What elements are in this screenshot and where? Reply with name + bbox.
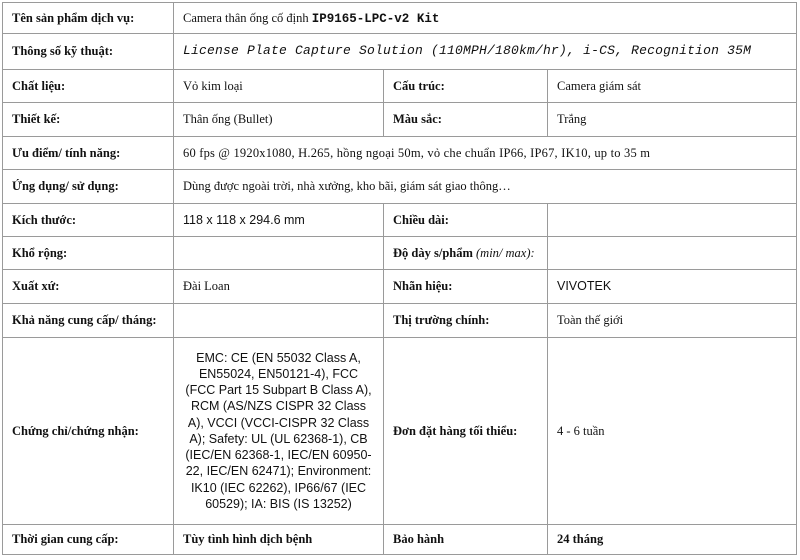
cert-line: EN55024, EN50121-4), FCC	[198, 366, 359, 381]
color-label: Màu sắc:	[384, 103, 548, 136]
warranty-label: Bảo hành	[384, 524, 548, 554]
row-material	[3, 69, 797, 102]
length-label: Chiều dài:	[384, 203, 548, 236]
row-specs	[3, 34, 797, 69]
certification-value	[174, 338, 384, 524]
origin-label: Xuất xứ:	[3, 270, 174, 303]
specs-label: Thông số kỹ thuật:	[3, 34, 174, 69]
supply-value	[174, 303, 384, 337]
min-order-label: Đơn đặt hàng tối thiểu:	[384, 338, 548, 524]
color-value: Trắng	[548, 103, 797, 136]
product-spec-table	[2, 2, 797, 555]
market-label: Thị trường chính:	[384, 303, 548, 337]
product-name-label: Tên sản phẩm dịch vụ:	[3, 3, 174, 34]
brand-label: Nhãn hiệu:	[384, 270, 548, 303]
cert-line: 22, IEC/EN 62471); Environment:	[185, 464, 372, 479]
row-delivery	[3, 524, 797, 554]
delivery-label: Thời gian cung cấp:	[3, 524, 174, 554]
features-value: 60 fps @ 1920x1080, H.265, hồng ngoại 50m, vỏ che chuẩn IP66, IP67, IK10, up to 35 m	[174, 136, 797, 169]
origin-value: Đài Loan	[174, 270, 384, 303]
thickness-value	[548, 236, 797, 269]
cert-line: A); Safety: UL (UL 62368-1), CB	[189, 431, 368, 446]
specs-value: License Plate Capture Solution (110MPH/180km/hr), i-CS, Recognition 35M	[174, 34, 797, 69]
cert-line: A), VCCI (VCCI-CISPR 32 Class	[187, 415, 370, 430]
thickness-label-text: Độ dày s/phẩm	[393, 246, 477, 261]
features-label: Ưu điểm/ tính năng:	[3, 136, 174, 169]
row-product-name	[3, 3, 797, 34]
width-value	[174, 236, 384, 269]
design-value: Thân ống (Bullet)	[174, 103, 384, 136]
length-value	[548, 203, 797, 236]
cert-line: RCM (AS/NZS CISPR 32 Class	[190, 399, 367, 414]
product-model: IP9165-LPC-v2 Kit	[311, 11, 440, 26]
supply-label: Khả năng cung cấp/ tháng:	[3, 303, 174, 337]
delivery-value: Tùy tình hình dịch bệnh	[174, 524, 384, 554]
product-name-prefix: Camera thân ống cố định	[183, 10, 312, 25]
usage-value: Dùng được ngoài trời, nhà xưởng, kho bãi, giám sát giao thông…	[174, 170, 797, 203]
row-design	[3, 103, 797, 136]
cert-line: EMC: CE (EN 55032 Class A,	[196, 350, 361, 365]
row-origin	[3, 270, 797, 303]
size-value: 118 x 118 x 294.6 mm	[174, 203, 384, 236]
material-label: Chất liệu:	[3, 69, 174, 102]
certification-label: Chứng chỉ/chứng nhận:	[3, 338, 174, 524]
brand-value: VIVOTEK	[548, 270, 797, 303]
cert-line: (FCC Part 15 Subpart B Class A),	[185, 383, 372, 398]
product-name-value	[174, 3, 797, 34]
usage-label: Ứng dụng/ sử dụng:	[3, 170, 174, 203]
structure-value: Camera giám sát	[548, 69, 797, 102]
row-width	[3, 236, 797, 269]
cert-line: 60529); IA: BIS (IS 13252)	[205, 496, 352, 511]
row-features	[3, 136, 797, 169]
row-supply	[3, 303, 797, 337]
width-label: Khổ rộng:	[3, 236, 174, 269]
market-value: Toàn thế giới	[548, 303, 797, 337]
cert-line: IK10 (IEC 62262), IP66/67 (IEC	[190, 480, 367, 495]
warranty-value: 24 tháng	[548, 524, 797, 554]
min-order-value: 4 - 6 tuần	[548, 338, 797, 524]
material-value: Vỏ kim loại	[174, 69, 384, 102]
row-usage	[3, 170, 797, 203]
structure-label: Cấu trúc:	[384, 69, 548, 102]
cert-line: (IEC/EN 62368-1, IEC/EN 60950-	[185, 448, 372, 463]
size-label: Kích thước:	[3, 203, 174, 236]
row-certification	[3, 338, 797, 524]
thickness-label-note: (min/ max):	[476, 246, 535, 261]
row-size	[3, 203, 797, 236]
design-label: Thiết kế:	[3, 103, 174, 136]
thickness-label	[384, 236, 548, 269]
